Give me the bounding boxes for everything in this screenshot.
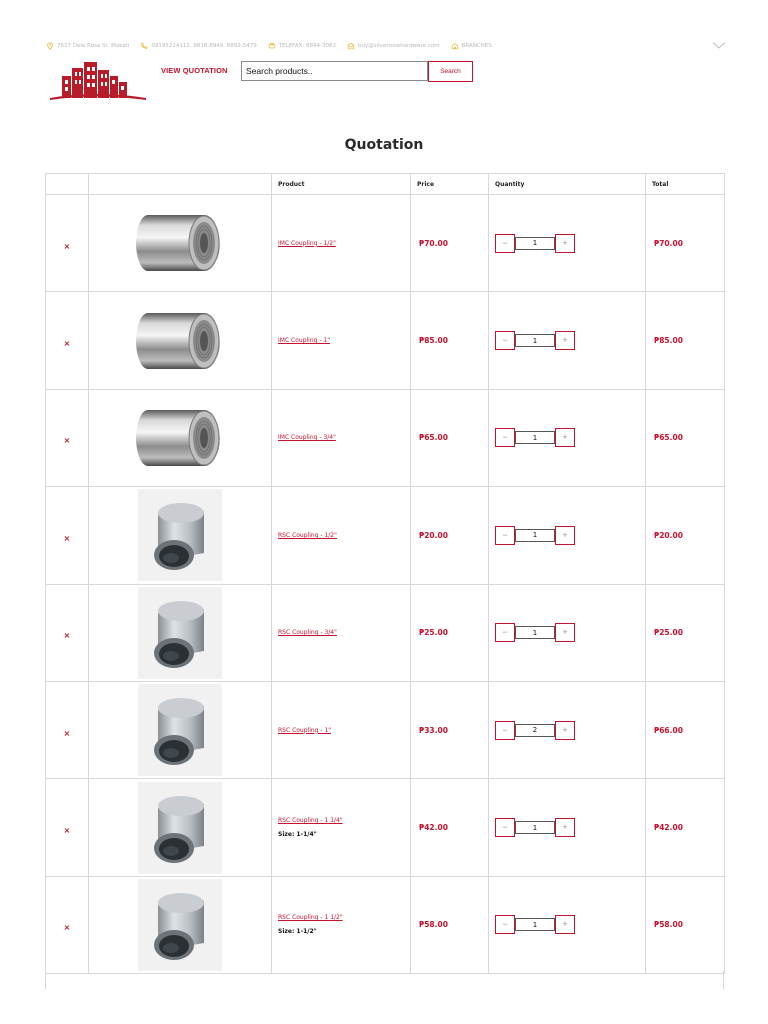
remove-cell (46, 876, 89, 973)
rsc-coupling-image (138, 879, 222, 971)
price-cell: ₱70.00 (411, 195, 489, 292)
decrease-quantity-button[interactable]: − (495, 623, 515, 642)
product-cell (272, 487, 411, 584)
product-image-cell[interactable] (89, 681, 272, 778)
rsc-coupling-image (138, 684, 222, 776)
table-row (46, 195, 725, 292)
imc-coupling-image (134, 398, 226, 478)
table-row (46, 487, 725, 584)
increase-quantity-button[interactable]: + (555, 915, 575, 934)
product-link[interactable]: RSC Coupling - 1 1/2" (278, 914, 343, 922)
rsc-coupling-image (138, 587, 222, 679)
fax-icon (268, 42, 276, 50)
phone-info[interactable] (140, 42, 256, 50)
table-row (46, 389, 725, 486)
header-price: Price (411, 174, 489, 195)
email-info[interactable] (347, 42, 440, 50)
table-row (46, 292, 725, 389)
product-link[interactable]: IMC Coupling - 3/4" (278, 434, 336, 442)
address-text: 7627 Dela Rosa St. Makati (57, 43, 130, 49)
product-image-cell[interactable] (89, 584, 272, 681)
telefax-text: TELEFAX: 8894-3082 (278, 43, 336, 49)
chevron-down-icon[interactable] (712, 41, 726, 50)
phone-icon (140, 42, 148, 50)
total-cell: ₱25.00 (646, 584, 725, 681)
quantity-stepper (495, 331, 645, 350)
imc-coupling-image (134, 301, 226, 381)
total-cell: ₱85.00 (646, 292, 725, 389)
increase-quantity-button[interactable]: + (555, 623, 575, 642)
rsc-coupling-image (138, 782, 222, 874)
price-cell: ₱33.00 (411, 681, 489, 778)
product-cell (272, 195, 411, 292)
increase-quantity-button[interactable]: + (555, 234, 575, 253)
decrease-quantity-button[interactable]: − (495, 721, 515, 740)
total-cell: ₱70.00 (646, 195, 725, 292)
remove-cell (46, 195, 89, 292)
quantity-cell (489, 195, 646, 292)
total-cell: ₱42.00 (646, 779, 725, 876)
product-size: Size: 1-1/4" (278, 831, 317, 839)
envelope-icon (347, 42, 355, 50)
product-cell (272, 876, 411, 973)
quantity-input[interactable] (515, 334, 555, 347)
product-cell (272, 681, 411, 778)
product-link[interactable]: RSC Coupling - 3/4" (278, 629, 337, 637)
product-link[interactable]: RSC Coupling - 1/2" (278, 531, 337, 539)
remove-item-icon[interactable]: × (63, 339, 71, 349)
product-size: Size: 1-1/2" (278, 928, 317, 936)
product-image-cell[interactable] (89, 292, 272, 389)
email-text: buy@silverrosehardware.com (357, 43, 440, 49)
map-pin-icon (46, 42, 54, 50)
header-product: Product (272, 174, 411, 195)
quantity-input[interactable] (515, 821, 555, 834)
decrease-quantity-button[interactable]: − (495, 331, 515, 350)
phone-text: 09195224112, 8818-8949, 8892-5479 (151, 43, 257, 49)
branches-text: BRANCHES (461, 43, 492, 49)
product-image-cell[interactable] (89, 487, 272, 584)
table-row (46, 876, 725, 973)
branches-link[interactable] (451, 42, 492, 50)
table-footer-strip (45, 971, 724, 989)
quantity-input[interactable] (515, 724, 555, 737)
product-cell (272, 292, 411, 389)
table-row (46, 779, 725, 876)
quantity-cell (489, 487, 646, 584)
quantity-input[interactable] (515, 237, 555, 250)
product-link[interactable]: RSC Coupling - 1" (278, 726, 332, 734)
price-cell: ₱42.00 (411, 779, 489, 876)
silver-rose-logo[interactable] (46, 60, 148, 112)
search-button[interactable]: Search (428, 61, 473, 82)
quantity-input[interactable] (515, 431, 555, 444)
quantity-cell (489, 876, 646, 973)
view-quotation-link[interactable]: VIEW QUOTATION (161, 66, 228, 75)
product-image-cell[interactable] (89, 195, 272, 292)
quantity-cell (489, 681, 646, 778)
header-quantity: Quantity (489, 174, 646, 195)
quantity-stepper (495, 721, 645, 740)
remove-cell (46, 389, 89, 486)
total-cell: ₱66.00 (646, 681, 725, 778)
quantity-input[interactable] (515, 918, 555, 931)
product-image-cell[interactable] (89, 389, 272, 486)
quantity-cell (489, 584, 646, 681)
product-cell (272, 584, 411, 681)
remove-cell (46, 292, 89, 389)
remove-item-icon[interactable]: × (63, 436, 71, 446)
decrease-quantity-button[interactable]: − (495, 428, 515, 447)
page-title: Quotation (344, 137, 424, 153)
total-cell: ₱58.00 (646, 876, 725, 973)
quantity-stepper (495, 818, 645, 837)
product-image-cell[interactable] (89, 876, 272, 973)
quantity-cell (489, 779, 646, 876)
quantity-cell (489, 292, 646, 389)
increase-quantity-button[interactable]: + (555, 526, 575, 545)
remove-cell (46, 584, 89, 681)
remove-item-icon[interactable]: × (63, 241, 71, 251)
quotation-table (45, 173, 725, 974)
decrease-quantity-button[interactable]: − (495, 915, 515, 934)
product-link[interactable]: IMC Coupling - 1" (278, 337, 331, 345)
price-cell: ₱25.00 (411, 584, 489, 681)
remove-item-icon[interactable]: × (63, 533, 71, 543)
quantity-stepper (495, 428, 645, 447)
product-cell (272, 389, 411, 486)
price-cell: ₱58.00 (411, 876, 489, 973)
telefax-info (268, 42, 336, 50)
address-info (46, 42, 129, 50)
remove-cell (46, 779, 89, 876)
increase-quantity-button[interactable]: + (555, 331, 575, 350)
increase-quantity-button[interactable]: + (555, 721, 575, 740)
price-cell: ₱85.00 (411, 292, 489, 389)
total-cell: ₱20.00 (646, 487, 725, 584)
top-info-bar (46, 38, 736, 54)
remove-item-icon[interactable]: × (63, 631, 71, 641)
home-icon (451, 42, 459, 50)
product-link[interactable]: IMC Coupling - 1/2" (278, 239, 336, 247)
header-remove (46, 174, 89, 195)
remove-cell (46, 487, 89, 584)
quantity-stepper (495, 526, 645, 545)
quantity-cell (489, 389, 646, 486)
quantity-input[interactable] (515, 626, 555, 639)
product-cell (272, 779, 411, 876)
table-row (46, 681, 725, 778)
imc-coupling-image (134, 203, 226, 283)
decrease-quantity-button[interactable]: − (495, 234, 515, 253)
remove-cell (46, 681, 89, 778)
remove-item-icon[interactable]: × (63, 826, 71, 836)
total-cell: ₱65.00 (646, 389, 725, 486)
product-link[interactable]: RSC Coupling - 1 1/4" (278, 817, 343, 825)
remove-item-icon[interactable]: × (63, 728, 71, 738)
header-total: Total (646, 174, 725, 195)
product-image-cell[interactable] (89, 779, 272, 876)
quantity-stepper (495, 623, 645, 642)
table-row (46, 584, 725, 681)
table-header-row (46, 174, 725, 195)
header-image (89, 174, 272, 195)
quantity-stepper (495, 915, 645, 934)
quantity-stepper (495, 234, 645, 253)
increase-quantity-button[interactable]: + (555, 818, 575, 837)
quantity-input[interactable] (515, 529, 555, 542)
increase-quantity-button[interactable]: + (555, 428, 575, 447)
remove-item-icon[interactable]: × (63, 923, 71, 933)
rsc-coupling-image (138, 489, 222, 581)
decrease-quantity-button[interactable]: − (495, 526, 515, 545)
search-input[interactable] (241, 61, 428, 81)
price-cell: ₱65.00 (411, 389, 489, 486)
decrease-quantity-button[interactable]: − (495, 818, 515, 837)
price-cell: ₱20.00 (411, 487, 489, 584)
